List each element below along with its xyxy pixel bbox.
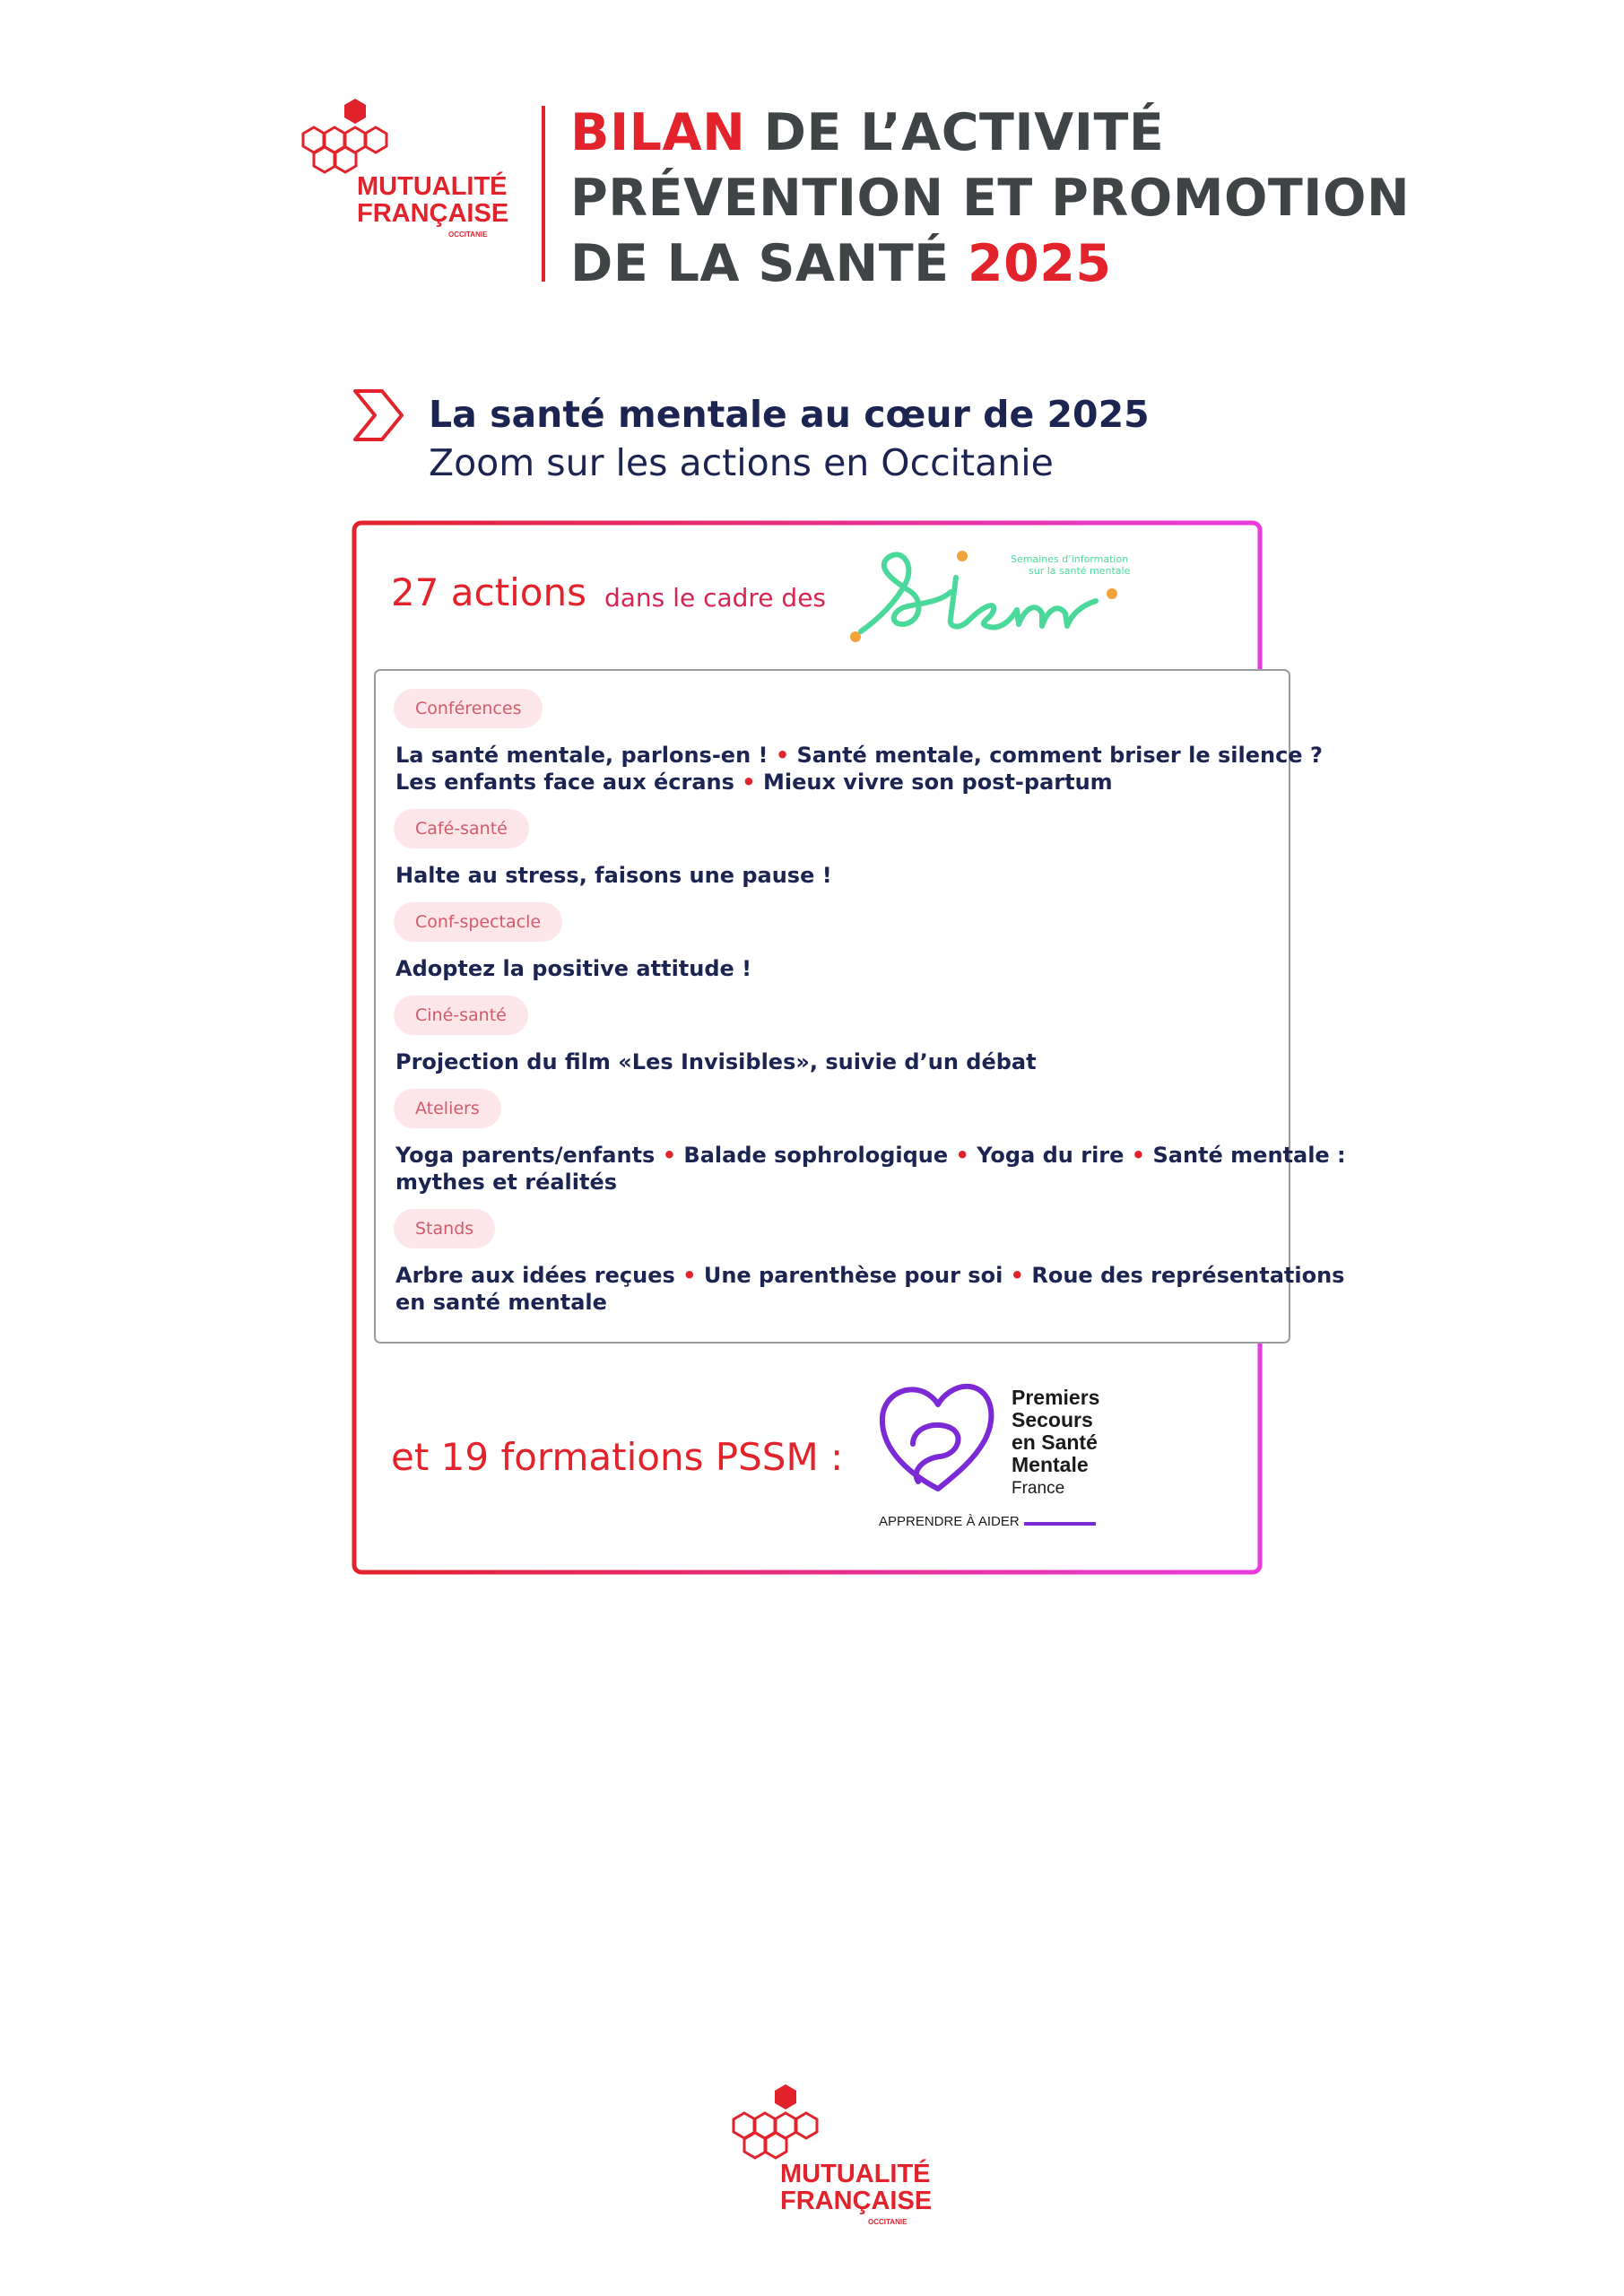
category-pill-ateliers: Ateliers	[394, 1089, 501, 1128]
list-item: Projection du film «Les Invisibles», suivie d’un débat	[395, 1049, 1037, 1074]
category-pill-stands: Stands	[394, 1209, 495, 1248]
logo-line-1: MUTUALITÉ	[780, 2160, 931, 2188]
title-line-3-start: DE LA SANTÉ	[570, 234, 968, 293]
list-item: Halte au stress, faisons une pause !	[395, 863, 832, 888]
logo-line-2: FRANÇAISE	[357, 199, 509, 228]
pssm-logo-line-4: Mentale	[1012, 1453, 1089, 1476]
list-item: en santé mentale	[395, 1290, 607, 1315]
pssm-logo-line-1: Premiers	[1012, 1386, 1100, 1409]
actions-count: 27 actions	[391, 570, 586, 614]
mutualite-logo-bottom	[732, 2081, 938, 2233]
section-subheading: Zoom sur les actions en Occitanie	[429, 441, 1054, 484]
list-item: mythes et réalités	[395, 1170, 618, 1195]
sism-tagline-2: sur la santé mentale	[1029, 565, 1131, 577]
title-line-1	[570, 100, 1557, 166]
category-pill-cafe-sante: Café-santé	[394, 809, 529, 848]
logo-line-1: MUTUALITÉ	[357, 172, 508, 201]
list-item: Arbre aux idées reçues • Une parenthèse pour soi • Roue des représentations	[395, 1263, 1345, 1288]
pssm-heart-logo	[877, 1381, 999, 1498]
header-divider	[542, 106, 545, 282]
mutualite-logo-top	[301, 95, 508, 248]
chevron-right-icon	[350, 387, 405, 443]
list-item: Adoptez la positive attitude !	[395, 956, 752, 981]
list-item: Les enfants face aux écrans • Mieux vivre son post-partum	[395, 770, 1113, 795]
page-title	[570, 100, 1557, 297]
section-heading: La santé mentale au cœur de 2025	[429, 393, 1150, 436]
logo-line-3: OCCITANIE	[868, 2218, 908, 2226]
pssm-logo-line-5: France	[1012, 1479, 1065, 1498]
category-pill-cine-sante: Ciné-santé	[394, 996, 528, 1035]
actions-context-text: dans le cadre des	[604, 583, 827, 613]
pssm-tagline-underline	[1024, 1522, 1096, 1526]
category-pill-conferences: Conférences	[394, 689, 543, 728]
sism-tagline-1: Semaines d’information	[1011, 553, 1129, 565]
formations-count: et 19 formations PSSM :	[391, 1435, 844, 1479]
logo-line-2: FRANÇAISE	[780, 2187, 933, 2215]
pssm-logo-line-2: Secours	[1012, 1408, 1093, 1431]
title-line-2: PRÉVENTION ET PROMOTION	[570, 169, 1411, 228]
list-item: Yoga parents/enfants • Balade sophrologique • Yoga du rire • Santé mentale :	[395, 1143, 1346, 1168]
title-year: 2025	[967, 234, 1112, 293]
category-pill-conf-spectacle: Conf-spectacle	[394, 902, 562, 942]
actions-card	[374, 669, 1346, 1344]
title-line-1-rest: DE L’ACTIVITÉ	[745, 103, 1165, 162]
logo-line-3: OCCITANIE	[448, 230, 488, 239]
title-word-bilan: BILAN	[570, 103, 746, 162]
title-line-3	[570, 231, 1557, 297]
pssm-logo-line-3: en Santé	[1012, 1431, 1098, 1454]
list-item: La santé mentale, parlons-en ! • Santé mentale, comment briser le silence ?	[395, 743, 1323, 768]
pssm-tagline: APPRENDRE À AIDER	[879, 1514, 1020, 1529]
